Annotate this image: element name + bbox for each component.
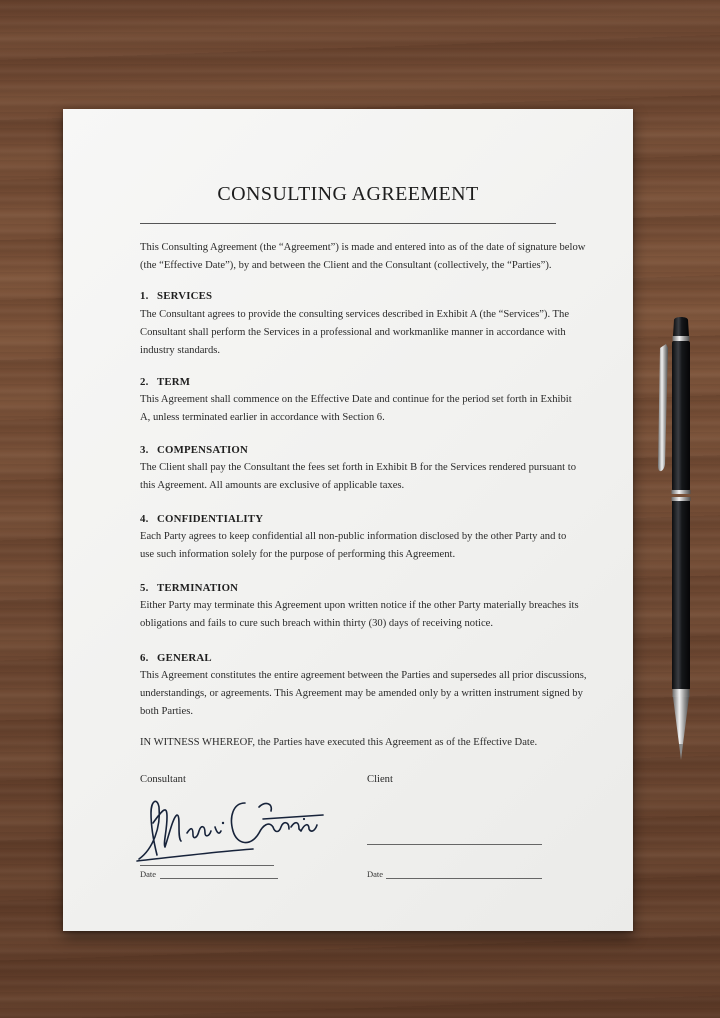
section-number: 1. [140, 290, 149, 302]
section-3-heading [140, 444, 248, 456]
section-4-body: Each Party agrees to keep confidential all non-public information disclosed by the other Party and to use such information solely for the purpose of performing this Agreement. [140, 531, 567, 560]
section-title: SERVICES [157, 290, 213, 302]
section-title: TERMINATION [157, 582, 239, 594]
section-number: 2. [140, 376, 149, 388]
section-5-heading [140, 582, 238, 594]
intro-paragraph: This Consulting Agreement (the “Agreement”) is made and entered into as of the date of signature below (the “Effective Date”), by and between the Client and the Consultant (collectively, the “Parties”). [140, 242, 586, 271]
section-number: 4. [140, 513, 149, 525]
client-date-line [386, 878, 542, 879]
section-title: GENERAL [157, 652, 212, 664]
section-1-heading [140, 290, 212, 302]
client-signature-line [367, 844, 542, 845]
consultant-label: Consultant [140, 774, 186, 785]
agreement-paper [63, 109, 633, 931]
section-number: 3. [140, 444, 149, 456]
section-number: 6. [140, 652, 149, 664]
section-3-body: The Client shall pay the Consultant the fees set forth in Exhibit B for the Services rendered pursuant to this Agreement. All amounts are exclusive of applicable taxes. [140, 462, 577, 491]
consultant-signature-line [140, 865, 274, 866]
section-5-body: Either Party may terminate this Agreement upon written notice if the other Party materially breaches its obligations and fails to cure such breach within thirty (30) days of receiving notice. [140, 600, 579, 629]
witness-statement: IN WITNESS WHEREOF, the Parties have executed this Agreement as of the Effective Date. [140, 737, 538, 748]
section-title: CONFIDENTIALITY [157, 513, 264, 525]
consultant-signature [133, 787, 329, 867]
section-2-heading [140, 376, 190, 388]
client-date-label: Date [367, 869, 384, 879]
section-1-body: The Consultant agrees to provide the consulting services described in Exhibit A (the “Services”). The Consultant shall perform the Services in a professional and workmanlike manner in accordance with industry standards. [140, 309, 570, 356]
section-6-body: This Agreement constitutes the entire agreement between the Parties and supersedes all prior discussions, understandings, or agreements. This Agreement may be amended only by a written instrument signed by both Parties. [140, 670, 587, 717]
section-title: TERM [157, 376, 191, 388]
section-6-heading [140, 652, 212, 664]
consultant-date-line [160, 878, 278, 879]
section-number: 5. [140, 582, 149, 594]
client-label: Client [367, 774, 393, 785]
title-divider [140, 223, 556, 224]
section-4-heading [140, 513, 263, 525]
consultant-date-label: Date [140, 869, 157, 879]
section-title: COMPENSATION [157, 444, 248, 456]
document-title: CONSULTING AGREEMENT [217, 183, 479, 205]
section-2-body: This Agreement shall commence on the Effective Date and continue for the period set forth in Exhibit A, unless terminated earlier in accordance with Section 6. [140, 394, 572, 423]
pen [652, 314, 702, 764]
